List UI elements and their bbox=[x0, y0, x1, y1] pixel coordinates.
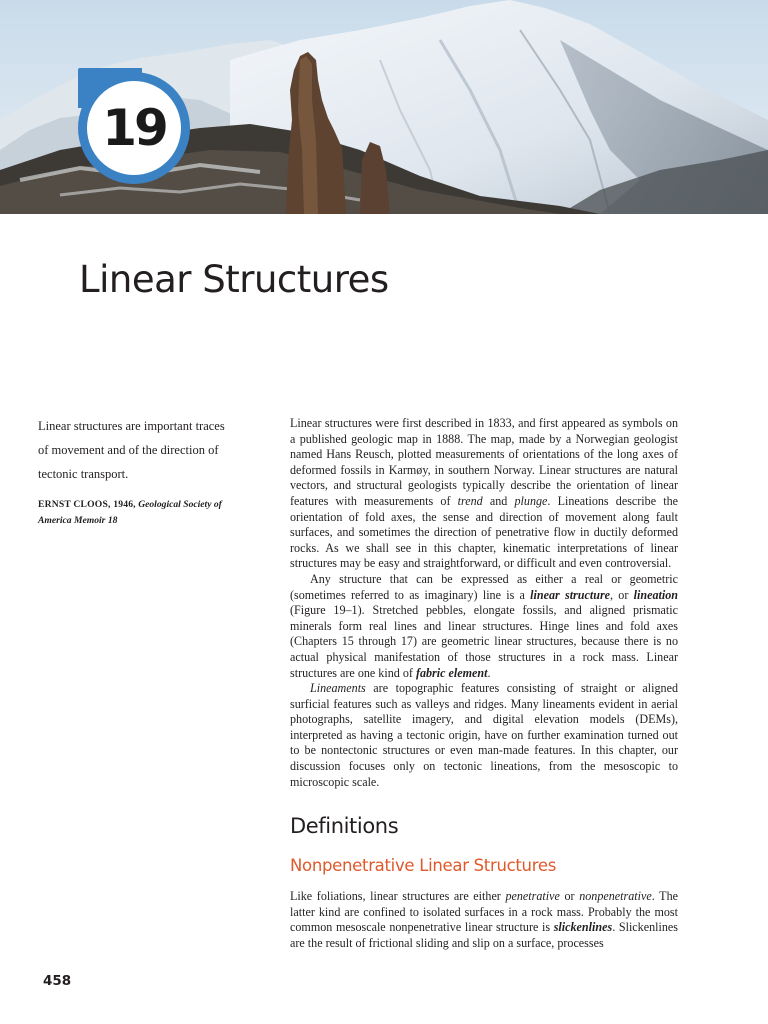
term-fabric-element: fabric element bbox=[415, 665, 488, 680]
paragraph-lineation: Any structure that can be expressed as either a real or geometric (sometimes referred to as imaginary) line is a linear structure, or lineation (Figure 19–1). Stretched pebbles, elongate fossils, and aligned prismatic minerals form real lines and linear structures. Hinge lines and fold axes (Chapters 15 through 17) are geometric linear structures, because there is no actual physical manifestation of those structures in a rock mass. Linear structures are one kind of fabric element. bbox=[290, 571, 678, 680]
term-lineation: lineation bbox=[633, 587, 678, 602]
main-text-column bbox=[290, 416, 678, 952]
paragraph-lineaments: Lineaments are topographic features consisting of straight or aligned surficial features such as valleys and ridges. Many lineaments evident in aerial photographs, satellite imagery, and digital elevation models (DEMs), interpreted as having a tectonic origin, have on further examination turned out to be nontectonic structures or even man-made features. In this chapter, our discussion focuses only on tectonic lineations, from the mesoscopic to microscopic scale. bbox=[290, 681, 678, 789]
epigraph bbox=[38, 414, 238, 529]
paragraph-nonpenetrative: Like foliations, linear structures are either penetrative or nonpenetrative. The latter kind are confined to isolated surfaces in a rock mass. Probably the most common mesoscale nonpenetrative linear structure is slickenlines. Slickenlines are the result of frictional sliding and slip on a surface, processes bbox=[290, 889, 678, 951]
term-slickenlines: slickenlines bbox=[553, 920, 613, 935]
epigraph-source bbox=[38, 497, 238, 529]
paragraph-intro: Linear structures were first described in 1833, and first appeared as symbols on a published geologic map in 1888. The map, made by a Norwegian geologist named Hans Reusch, plotted measurements of orientations of the long axes of deformed fossils in Karmøy, in southern Norway. Linear structures are natural vectors, and structural geologists typically describe the orientation of linear features with measurements of trend and plunge. Lineations describe the orientation of fold axes, the sense and direction of movement along fault surfaces, and sometimes the direction of penetrative flow in ductily deformed rocks. As we shall see in this chapter, kinematic interpretations of linear structures may be easy and straightforward, or difficult and even controversial. bbox=[290, 416, 678, 571]
term-penetrative: penetrative bbox=[505, 889, 560, 904]
epigraph-work: Geological Society of America Memoir 18 bbox=[38, 499, 222, 526]
epigraph-author: ERNST CLOOS, 1946, bbox=[38, 499, 136, 510]
term-plunge: plunge bbox=[514, 493, 548, 508]
term-trend: trend bbox=[457, 493, 483, 508]
term-linear-structure: linear structure bbox=[530, 587, 611, 602]
subsection-heading: Nonpenetrative Linear Structures bbox=[290, 856, 556, 876]
chapter-title: Linear Structures bbox=[79, 258, 389, 301]
epigraph-quote: Linear structures are important traces of movement and of the direction of tectonic transport. bbox=[38, 419, 225, 481]
term-lineaments: Lineaments bbox=[310, 681, 366, 696]
chapter-number: 19 bbox=[102, 99, 166, 157]
chapter-number-badge bbox=[78, 68, 190, 186]
badge-disc bbox=[87, 81, 181, 175]
page-number: 458 bbox=[43, 973, 72, 989]
section-heading: Definitions bbox=[290, 814, 399, 839]
term-nonpenetrative: nonpenetrative bbox=[579, 889, 652, 904]
